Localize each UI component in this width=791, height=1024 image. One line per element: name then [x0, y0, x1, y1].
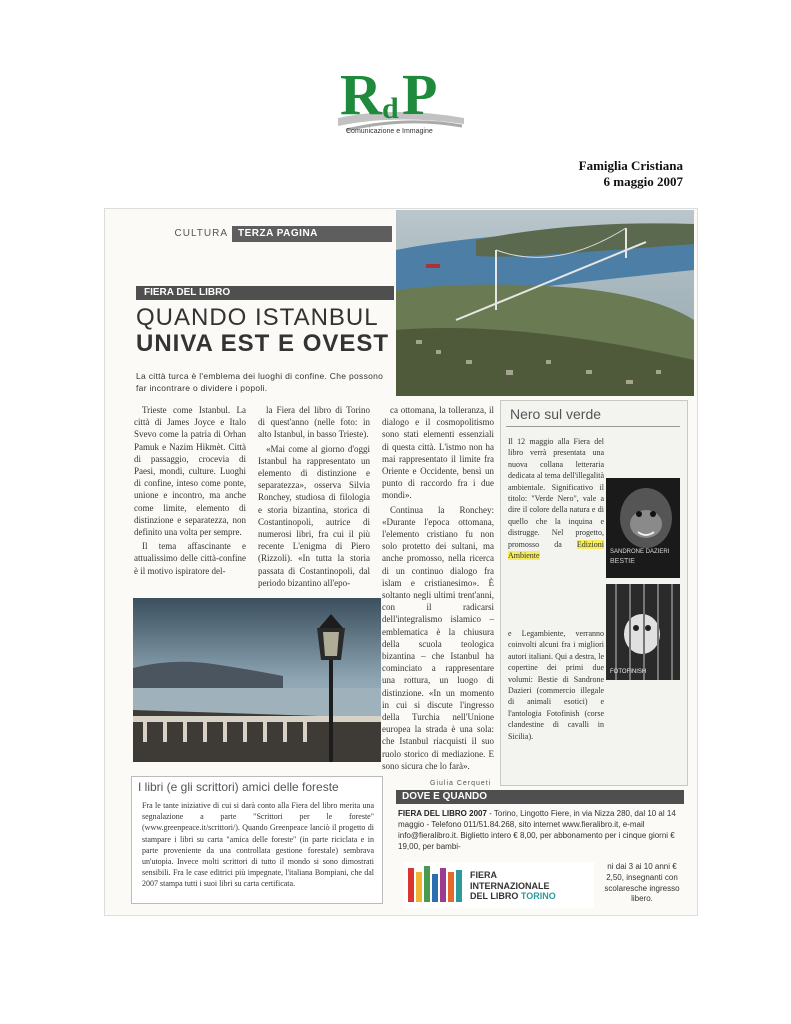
svg-text:P: P	[402, 62, 438, 127]
logo-tagline: Comunicazione e Immagine	[346, 128, 433, 135]
paragraph: Continua la Ronchey: «Durante l'epoca ottomana, l'elemento cristiano fu non solo protetto dei sultani, ma anche promosso, nella ricerca di un continuo dialogo fra islam e cristianesimo». È soltanto negli ultimi trent'anni, con il radicarsi dell'integralismo islamico – emblematica è la chiusura della scuola teologica bizantina – che Istanbul ha cominciato a rappresentare una rottura, un luogo di distinzione. «In un momento in cui si discute l'ingresso della Turchia nell'Unione europea la strada è una sola: che Istanbul riacquisti il suo ruolo storico di mediazione. E sono sicura che lo farà».	[382, 504, 494, 771]
svg-text:d: d	[382, 92, 399, 125]
article-column-1	[134, 404, 246, 594]
paragraph: la Fiera del libro di Torino di quest'anno (nelle foto: in alto Istanbul, in basso Trieste).	[258, 405, 370, 440]
article-column-2	[258, 404, 370, 594]
headline-line-2: UNIVA EST E OVEST	[136, 330, 390, 357]
sidebar-text	[508, 436, 604, 624]
fiera-logo-line-3	[470, 891, 556, 902]
dove-quando-text	[398, 808, 682, 864]
cage-image	[606, 584, 680, 680]
paragraph: ca ottomana, la tolleranza, il dialogo e il cosmopolitismo sono stati elementi essenziali di questa città. L'istmo non ha mai rappresentato il limite fra Oriente e Occidente, bensì un punto di raccordo fra i due mondi».	[382, 405, 494, 501]
sidebar-highlight: Edizioni Ambiente	[508, 539, 604, 561]
publication-name: Famiglia Cristiana	[578, 158, 683, 173]
headline-line-1: QUANDO ISTANBUL	[136, 304, 379, 331]
dove-quando-title: DOVE E QUANDO	[396, 790, 684, 804]
sidebar-text-a: Il 12 maggio alla Fiera del libro verrà presentata una nuova collana letteraria dedicata al tema dell'illegalità ambientale. Significativo il titolo: "Verde Nero", vale a dire il colore della natura e di quello che la inquina e distrugge. Nel progetto, promosso da	[508, 437, 604, 549]
cover-title: FOTOFINISH	[610, 669, 647, 675]
forest-box-title: I libri (e gli scrittori) amici delle foreste	[138, 780, 339, 794]
sidebar-title: Nero sul verde	[510, 406, 602, 422]
cover-author: SANDRONE DAZIERI	[610, 549, 670, 555]
trieste-photo	[133, 598, 381, 762]
paragraph: Il tema affascinante e attualissimo delle città-confine è il motivo ispiratore del-	[134, 541, 246, 576]
article-column-3	[382, 404, 494, 771]
publication-date: 6 maggio 2007	[603, 174, 683, 189]
paragraph: «Mai come al giorno d'oggi Istanbul ha rappresentato un elemento di distinzione e separatezza», osserva Silvia Ronchey, studiosa di filologia e storia bizantina, storica di Costantinopoli, autrice di numerosi libri, fra cui il più recente L'enigma di Piero (Rizzoli). «In tutta la storia passata di Costantinopoli, dal periodo bizantino all'epo-	[258, 443, 370, 588]
article-author: Giulia Cerqueti	[430, 780, 492, 787]
section-sublabel: TERZA PAGINA	[232, 226, 392, 242]
svg-text:R: R	[340, 62, 382, 127]
fiera-logo-city: TORINO	[520, 891, 556, 901]
forest-box-text: Fra le tante iniziative di cui si darà conto alla Fiera del libro merita una segnalazione a parte "Scrittori per le foreste" (www.greenpeace.it/scrittori/). Quando Greenpeace lanciò il progetto di stampare i libri su carta "amica delle foreste" (in parte riciclata e in parte proveniente da una controllata gestione forestale) sembrava un'utopia. Invece molti scrittori di tutto il mondo si sono dimostrati sensibili. Fra le case editrici più impegnate, l'italiana Bompiani, che dal 2007 stampa tutti i suoi libri su carta certificata.	[142, 801, 374, 889]
fiera-logo-line-2: INTERNAZIONALE	[470, 880, 550, 891]
sidebar-divider	[506, 426, 680, 427]
dove-quando-text-continued: ni dai 3 ai 10 anni € 2,50, insegnanti con scolaresche ingresso libero.	[604, 862, 680, 904]
istanbul-photo	[396, 210, 694, 396]
cover-title: BESTIE	[610, 558, 635, 565]
sidebar-text-b: e Legambiente, verranno coinvolti alcuni fra i migliori autori italiani. Qui a destra, le copertine dei primi due volumi: Bestie di Sandrone Dazieri (commercio illegale di animali esotici) e l'antologia Fotofinish (corse clandestine di cavalli in Sicilia).	[508, 629, 604, 741]
section-bar	[172, 226, 392, 242]
dove-quando-label: FIERA DEL LIBRO 2007	[398, 809, 487, 818]
sidebar-text-continued	[508, 628, 604, 778]
publication-info	[579, 158, 683, 190]
book-cover-bestie	[606, 478, 680, 578]
paragraph: Trieste come Istanbul. La città di James Joyce e Italo Svevo come la patria di Orhan Pamuk e Nazim Hikmèt. Città di passaggio, crocevia di Paesi, mondi, culture. Luoghi di confine, inteso come ponte, unione e incontro, ma anche come limite, elemento di distinzione e separatezza, non definito una volta per sempre.	[134, 405, 246, 538]
book-cover-fotofinish	[606, 584, 680, 680]
section-label: CULTURA	[174, 228, 228, 239]
article-kicker: FIERA DEL LIBRO	[136, 286, 394, 300]
article-deck: La città turca è l'emblema dei luoghi di confine. Che possono far incontrare o dividere i popoli.	[136, 371, 384, 393]
fiera-logo-text	[470, 870, 556, 902]
fiera-logo-line-1: FIERA	[470, 870, 497, 880]
fiera-logo-line-3a: DEL LIBRO	[470, 891, 519, 901]
dove-quando-details: - Torino, Lingotto Fiere, in via Nizza 280, dal 10 al 14 maggio - Telefono 011/51.84.268, sito internet www.fieralibro.it, e-mail info@fieralibro.it. Biglietto intero € 8,00, per abbonamento per i cinque giorni € 19,00, per bambi-	[398, 809, 676, 851]
